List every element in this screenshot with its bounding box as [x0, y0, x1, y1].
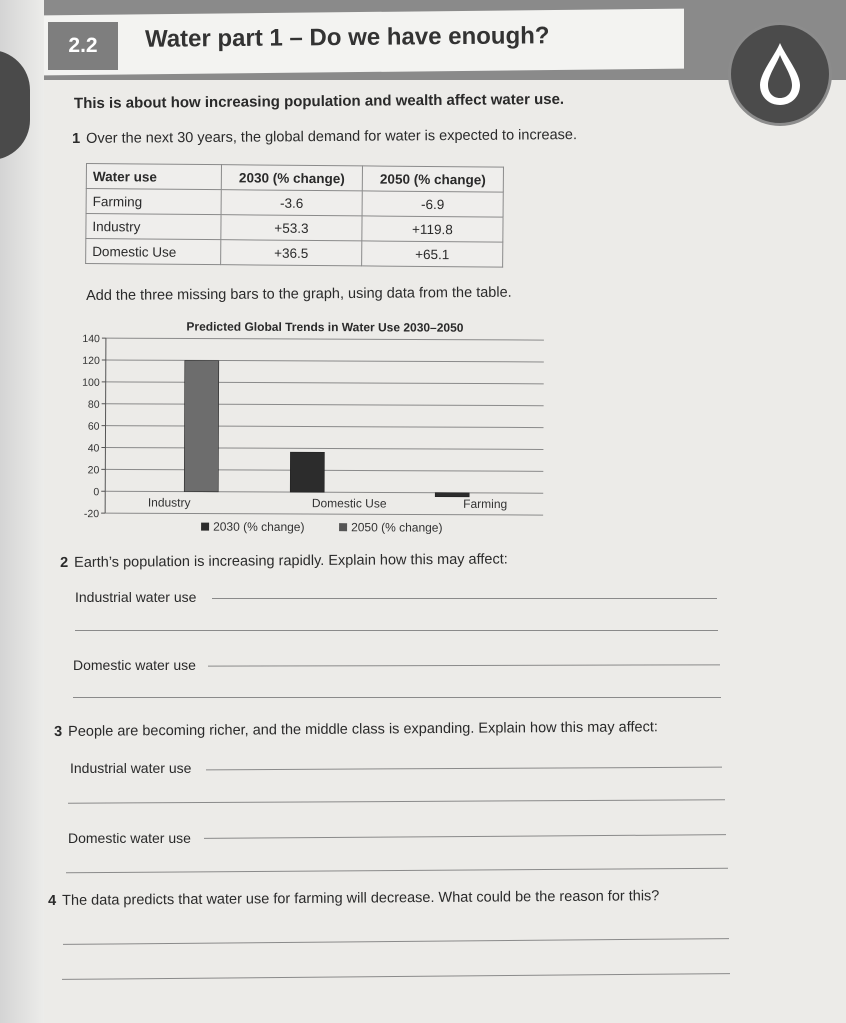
y-tick-label: -20: [83, 508, 100, 521]
table-cell: Domestic Use: [86, 239, 221, 265]
x-category-label: Domestic Use: [311, 496, 387, 511]
chart-svg: [69, 316, 560, 538]
y-tick-label: 120: [82, 354, 100, 368]
answer-line[interactable]: [66, 868, 728, 874]
table-header-row: [86, 164, 503, 193]
answer-line[interactable]: [208, 664, 720, 666]
table-cell: Industry: [86, 214, 221, 240]
table-cell: Farming: [86, 189, 221, 215]
answer-line[interactable]: [204, 834, 726, 839]
gridline: [106, 338, 544, 340]
water-use-table: [85, 163, 504, 268]
question-3-text: People are becoming richer, and the middle class is expanding. Explain how this may affect:: [68, 719, 658, 740]
q2-prompt-industrial: Industrial water use: [75, 589, 197, 605]
gridline: [106, 382, 544, 384]
question-1-number: 1: [72, 130, 81, 147]
table-cell: +53.3: [221, 215, 362, 241]
intro-text: This is about how increasing population and wealth affect water use.: [73, 90, 565, 113]
table-cell: -3.6: [221, 190, 362, 216]
answer-line[interactable]: [206, 767, 722, 771]
answer-line[interactable]: [75, 630, 718, 631]
chart-bar-domestic-use: [290, 452, 324, 492]
table-header: 2030 (% change): [221, 165, 362, 191]
y-tick-label: 40: [87, 442, 100, 455]
y-tick-label: 0: [93, 486, 100, 499]
table-cell: +119.8: [362, 216, 503, 242]
gridline: [106, 404, 544, 406]
graph-instruction: Add the three missing bars to the graph, using data from the table.: [86, 284, 512, 304]
answer-line[interactable]: [212, 598, 717, 599]
y-tick-label: 80: [87, 398, 100, 411]
answer-line[interactable]: [63, 938, 729, 945]
water-drop-icon: [728, 22, 832, 126]
gridline: [105, 448, 543, 450]
legend-label-2050: 2050 (% change): [351, 520, 443, 535]
gridline: [106, 426, 544, 428]
y-tick-label: 60: [87, 420, 100, 433]
answer-line[interactable]: [68, 799, 725, 803]
legend-swatch-2030: [201, 523, 209, 531]
question-2-text: Earth’s population is increasing rapidly. Explain how this may affect:: [74, 551, 508, 571]
chart-bar-industry: [184, 361, 219, 492]
page-title: Water part 1 – Do we have enough?: [144, 22, 550, 53]
table-cell: -6.9: [362, 191, 503, 217]
table-row: [86, 189, 503, 218]
x-category-label: Industry: [147, 495, 191, 510]
gridline: [106, 360, 544, 362]
table-header: 2050 (% change): [362, 166, 503, 192]
question-3-number: 3: [54, 723, 63, 740]
y-tick-label: 20: [87, 464, 100, 477]
section-number: 2.2: [48, 22, 118, 70]
question-1: [72, 127, 577, 147]
question-2: [60, 551, 508, 571]
q3-prompt-industrial: Industrial water use: [70, 760, 192, 776]
table-cell: +36.5: [221, 240, 362, 266]
q2-prompt-domestic: Domestic water use: [73, 657, 196, 673]
question-4-number: 4: [48, 892, 57, 909]
legend-swatch-2050: [339, 523, 347, 531]
y-tick-label: 140: [82, 333, 100, 346]
table-row: [86, 239, 503, 268]
legend-label-2030: 2030 (% change): [213, 519, 305, 535]
question-1-text: Over the next 30 years, the global demand for water is expected to increase.: [86, 127, 578, 147]
question-2-number: 2: [60, 554, 69, 571]
table-cell: +65.1: [362, 241, 503, 267]
answer-line[interactable]: [62, 973, 730, 980]
y-axis: [105, 338, 106, 513]
water-use-chart: [69, 316, 560, 538]
question-3: [54, 719, 658, 740]
chart-title: Predicted Global Trends in Water Use 2030–2050: [186, 319, 464, 335]
y-tick-label: 100: [82, 376, 100, 389]
question-4-text: The data predicts that water use for farming will decrease. What could be the reason for this?: [62, 888, 660, 909]
question-4: [48, 888, 659, 909]
table-row: [86, 214, 503, 243]
gridline: [105, 513, 543, 515]
table-header: Water use: [86, 164, 221, 190]
q3-prompt-domestic: Domestic water use: [68, 830, 191, 846]
x-category-label: Farming: [463, 496, 508, 512]
answer-line[interactable]: [73, 697, 721, 698]
